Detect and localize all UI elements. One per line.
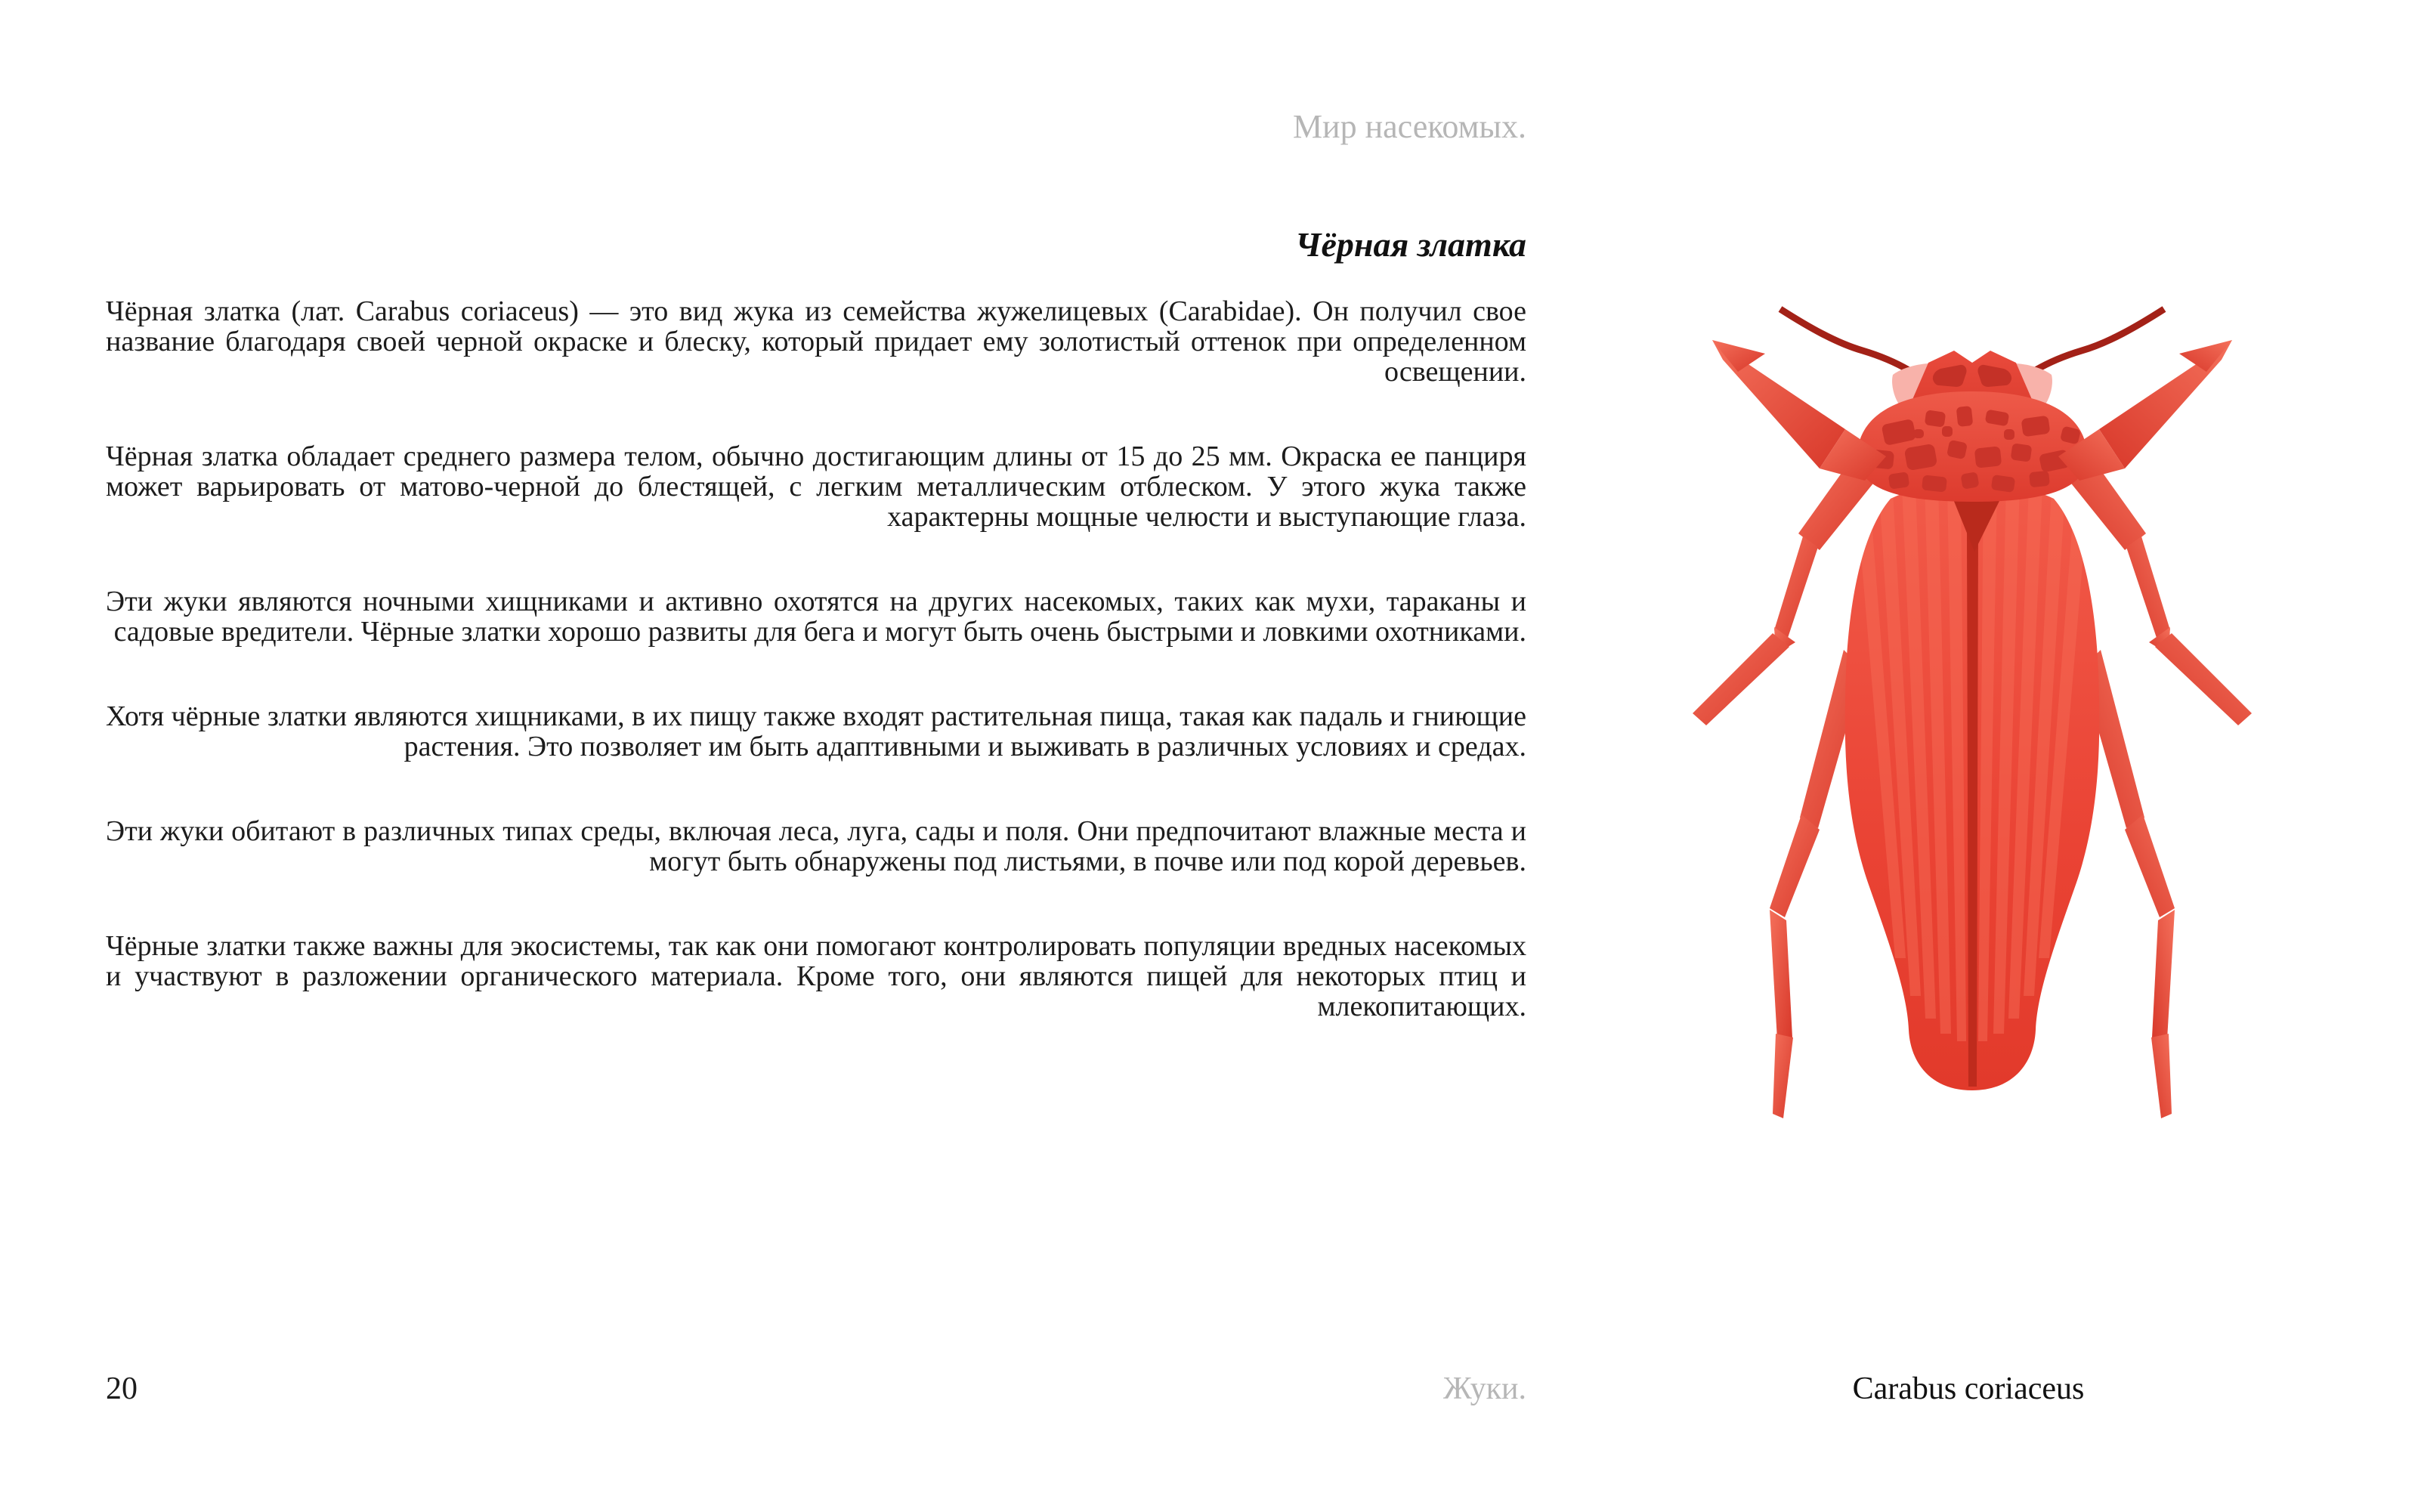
- elytra-seam: [1967, 527, 1978, 1087]
- pronotum: [1857, 391, 2087, 502]
- beetle-illustration: [1662, 278, 2274, 1128]
- paragraph: Чёрная златка обладает среднего размера телом, обычно достигающим длины от 15 до 25 мм. Окраска ее панциря может варьировать от матово-черной до блестящей, с легким металлическим отблеском. У этого жука также характерны мощные челюсти и выступающие глаза.: [106, 441, 1526, 533]
- beetle-svg: [1662, 278, 2274, 1128]
- footer-section-label: Жуки.: [1443, 1371, 1526, 1406]
- paragraph: Эти жуки являются ночными хищниками и активно охотятся на других насекомых, таких как мухи, тараканы и садовые вредители. Чёрные златки хорошо развиты для бега и могут быть очень быстрыми и ловкими охотниками.: [106, 586, 1526, 648]
- front-leg-right: [2058, 340, 2232, 481]
- illustration-caption: Carabus coriaceus: [1852, 1371, 2085, 1406]
- running-header: Мир насекомых.: [1292, 108, 1526, 145]
- elytra: [1845, 482, 2100, 1090]
- paragraph: Чёрные златки также важны для экосистемы, так как они помогают контролировать популяции вредных насекомых и участвуют в разложении органического материала. Кроме того, они являются пищей для некоторых птиц и млекопитающих.: [106, 930, 1526, 1022]
- paragraph: Эти жуки обитают в различных типах среды, включая леса, луга, сады и поля. Они предпочитают влажные места и могут быть обнаружены под листьями, в почве или под корой деревьев.: [106, 815, 1526, 877]
- page-title: Чёрная златка: [1295, 224, 1526, 264]
- page-number: 20: [106, 1371, 138, 1406]
- left-legs: [1693, 459, 1875, 1118]
- right-legs: [2069, 459, 2252, 1118]
- paragraph: Чёрная златка (лат. Carabus coriaceus) — это вид жука из семейства жужелицевых (Carabidae). Он получил свое название благодаря своей черной окраске и блеску, который придает ему золотистый оттенок при определенном освещении.: [106, 295, 1526, 388]
- article-text-column: [106, 296, 1526, 1076]
- paragraph: Хотя чёрные златки являются хищниками, в их пищу также входят растительная пища, такая как падаль и гниющие растения. Это позволяет им быть адаптивными и выживать в различных условиях и средах.: [106, 700, 1526, 762]
- front-leg-left: [1712, 340, 1886, 481]
